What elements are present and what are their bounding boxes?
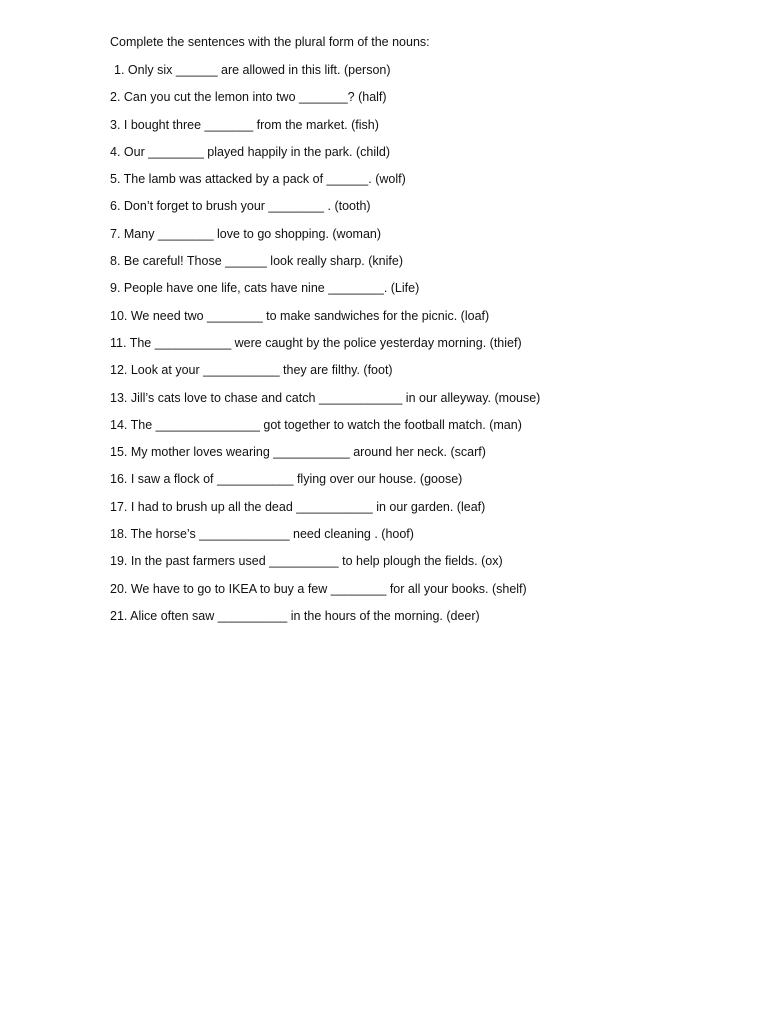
sentence-item: 18. The horse’s _____________ need cleaning . (hoof) — [110, 527, 414, 542]
sentence-item: 5. The lamb was attacked by a pack of ______. (wolf) — [110, 172, 406, 187]
sentence-item: 20. We have to go to IKEA to buy a few ________ for all your books. (shelf) — [110, 581, 527, 596]
sentence-item: 16. I saw a flock of ___________ flying over our house. (goose) — [110, 472, 463, 487]
sentence-item: 1. Only six ______ are allowed in this lift. (person) — [114, 63, 391, 77]
instructions-heading: Complete the sentences with the plural form of the nouns: — [110, 35, 430, 49]
sentence-item: 11. The ___________ were caught by the police yesterday morning. (thief) — [110, 335, 522, 350]
sentence-item: 13. Jill’s cats love to chase and catch ____________ in our alleyway. (mouse) — [110, 390, 541, 405]
sentence-item: 15. My mother loves wearing ___________ around her neck. (scarf) — [110, 445, 486, 460]
sentence-item: 10. We need two ________ to make sandwiches for the picnic. (loaf) — [110, 308, 490, 323]
sentence-item: 9. People have one life, cats have nine ________. (Life) — [110, 281, 420, 296]
sentence-item: 21. Alice often saw __________ in the hours of the morning. (deer) — [110, 608, 480, 623]
sentence-item: 7. Many ________ love to go shopping. (woman) — [110, 226, 382, 241]
sentence-item: 17. I had to brush up all the dead ___________ in our garden. (leaf) — [110, 499, 486, 514]
sentence-item: 19. In the past farmers used __________ to help plough the fields. (ox) — [110, 554, 503, 569]
sentence-item: 12. Look at your ___________ they are filthy. (foot) — [110, 363, 393, 378]
sentence-item: 8. Be careful! Those ______ look really sharp. (knife) — [110, 254, 403, 269]
sentence-item: 3. I bought three _______ from the market. (fish) — [110, 117, 379, 132]
sentence-list — [110, 61, 540, 634]
sentence-item: 14. The _______________ got together to watch the football match. (man) — [110, 417, 522, 432]
sentence-item: 2. Can you cut the lemon into two _______? (half) — [110, 90, 387, 105]
sentence-item: 6. Don’t forget to brush your ________ . (tooth) — [110, 199, 371, 214]
sentence-item: 4. Our ________ played happily in the park. (child) — [110, 144, 391, 159]
